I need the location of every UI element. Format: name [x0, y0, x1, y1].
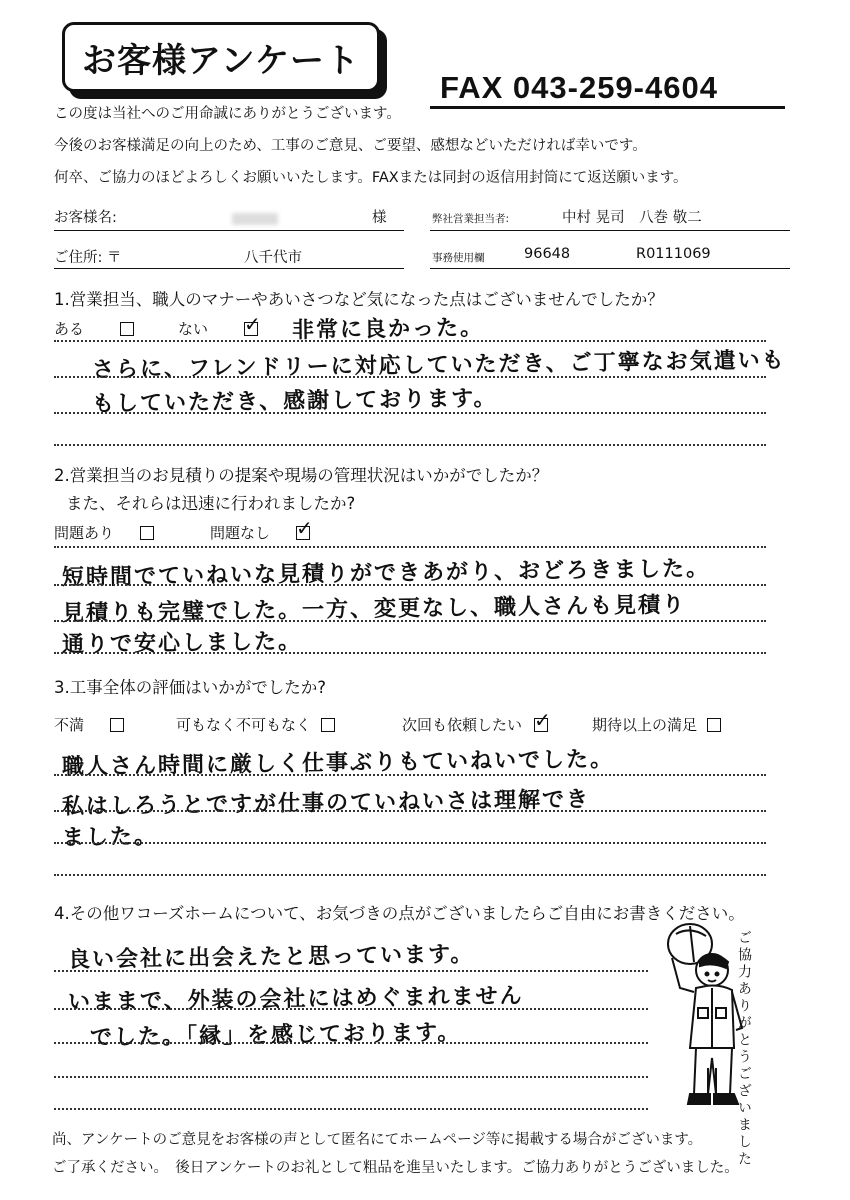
q3-answer-line-1: 職人さん時間に厳しく仕事ぶりもていねいでした。 — [61, 747, 615, 780]
q2-option-noproblem-label: 問題なし — [210, 524, 271, 542]
q3-rule-2 — [54, 810, 766, 812]
q4-rule-2 — [54, 1008, 648, 1010]
q3-option-exceeded[interactable] — [592, 714, 721, 735]
office-use-label: 事務使用欄 — [432, 252, 485, 264]
q3-answer-line-3: ました。 — [61, 824, 159, 851]
q4-rule-1 — [54, 970, 648, 972]
footer-line-2: ご了承ください。 後日アンケートのお礼として粗品を進呈いたします。ご協力ありがとうございました。 — [52, 1160, 739, 1176]
q4-rule-5 — [54, 1108, 648, 1110]
q4-answer-line-1: 良い会社に出会えたと思っています。 — [67, 942, 475, 973]
q3-option-repeat-label: 次回も依頼したい — [402, 716, 523, 734]
q4-answer-line-2: いままで、外装の会社にはめぐまれません — [67, 983, 524, 1016]
q3-option-dissatisfied[interactable] — [54, 714, 124, 735]
q2-rule-2 — [54, 584, 766, 586]
staff-underline — [430, 230, 790, 231]
survey-title: お客様アンケート — [62, 22, 380, 92]
address-label: ご住所: 〒 — [54, 250, 122, 266]
q1-option-nai-label: ない — [178, 320, 209, 338]
q2-rule-4 — [54, 652, 766, 654]
q2-question-sub: また、それらは迅速に行われましたか? — [66, 494, 356, 513]
q4-rule-4 — [54, 1076, 648, 1078]
customer-name-redacted — [232, 208, 278, 227]
intro-line-3: 何卒、ご協力のほどよろしくお願いいたします。FAXまたは同封の返信用封筒にて返送願います。 — [54, 170, 688, 186]
q3-answer-line-2: 私はしろうとですが仕事のていねいさは理解でき — [61, 787, 591, 820]
q2-rule-3 — [54, 620, 766, 622]
q3-option-neutral-label: 可もなく不可もなく — [176, 716, 312, 734]
address-underline — [54, 268, 404, 269]
q2-answer-line-1: 短時間でていねいな見積りができあがり、おどろきました。 — [61, 556, 711, 591]
q1-rule-1 — [54, 340, 766, 342]
q1-option-aru[interactable] — [54, 318, 134, 339]
q2-answer-line-3: 通りで安心しました。 — [61, 629, 303, 658]
q2-option-problem[interactable] — [54, 522, 154, 543]
q3-rule-4 — [54, 874, 766, 876]
q3-option-neutral[interactable] — [176, 714, 335, 735]
staff-label: 弊社営業担当者: — [432, 213, 510, 225]
q3-option-exceeded-label: 期待以上の満足 — [592, 716, 698, 734]
q1-option-nai[interactable] — [178, 318, 258, 339]
q3-option-neutral-checkbox[interactable] — [321, 718, 335, 732]
q2-option-noproblem[interactable] — [210, 522, 310, 543]
q3-rule-3 — [54, 842, 766, 844]
office-code-1: 96648 — [524, 246, 571, 262]
q1-answer-line-2: さらに、フレンドリーに対応していただき、ご丁寧なお気遣いも — [91, 348, 786, 383]
q2-option-problem-checkbox[interactable] — [140, 526, 154, 540]
address-city: 八千代市 — [244, 250, 302, 266]
vertical-thanks: ご協力ありがとうございました — [736, 930, 752, 1168]
q4-question: 4.その他ワコーズホームについて、お気づきの点がございましたらご自由にお書きください。 — [54, 904, 745, 923]
q2-option-problem-label: 問題あり — [54, 524, 115, 542]
q2-rule-1 — [54, 546, 766, 548]
fax-number: FAX 043-259-4604 — [440, 70, 718, 105]
q2-question: 2.営業担当のお見積りの提案や現場の管理状況はいかがでしたか？ — [54, 466, 549, 485]
q3-option-repeat-checkbox[interactable] — [534, 718, 548, 732]
q1-option-aru-label: ある — [54, 320, 85, 338]
q1-option-nai-checkbox[interactable] — [244, 322, 258, 336]
q2-option-noproblem-checkbox[interactable] — [296, 526, 310, 540]
fax-underline — [430, 106, 785, 109]
q1-answer-line-3: もしていただき、感謝しております。 — [91, 386, 498, 417]
q1-option-aru-checkbox[interactable] — [120, 322, 134, 336]
q3-option-dissatisfied-checkbox[interactable] — [110, 718, 124, 732]
office-code-2: R0111069 — [636, 246, 711, 262]
q3-option-repeat[interactable] — [402, 714, 548, 735]
name-underline — [54, 230, 404, 231]
q1-rule-3 — [54, 412, 766, 414]
q1-question: 1.営業担当、職人のマナーやあいさつなど気になった点はございませんでしたか？ — [54, 290, 664, 309]
footer-line-1: 尚、アンケートのご意見をお客様の声として匿名にてホームページ等に掲載する場合がございます。 — [52, 1132, 703, 1148]
office-underline — [430, 268, 790, 269]
q4-rule-3 — [54, 1042, 648, 1044]
q3-option-dissatisfied-label: 不満 — [54, 716, 85, 734]
q2-answer-line-2: 見積りも完璧でした。一方、変更なし、職人さんも見積り — [61, 592, 687, 627]
q3-question: 3.工事全体の評価はいかがでしたか? — [54, 678, 327, 697]
q1-answer-line-1: 非常に良かった。 — [291, 315, 485, 344]
q1-rule-4 — [54, 444, 766, 446]
intro-line-2: 今後のお客様満足の向上のため、工事のご意見、ご要望、感想などいただければ幸いです。 — [54, 138, 647, 154]
q3-rule-1 — [54, 774, 766, 776]
customer-name-label: お客様名: — [54, 210, 117, 226]
honorific: 様 — [372, 210, 387, 226]
q1-rule-2 — [54, 376, 766, 378]
intro-line-1: この度は当社へのご用命誠にありがとうございます。 — [54, 106, 401, 122]
q4-answer-line-3: でした。「縁」を感じております。 — [89, 1020, 462, 1051]
staff-names: 中村 晃司 八巻 敬二 — [562, 210, 702, 226]
q3-option-exceeded-checkbox[interactable] — [707, 718, 721, 732]
